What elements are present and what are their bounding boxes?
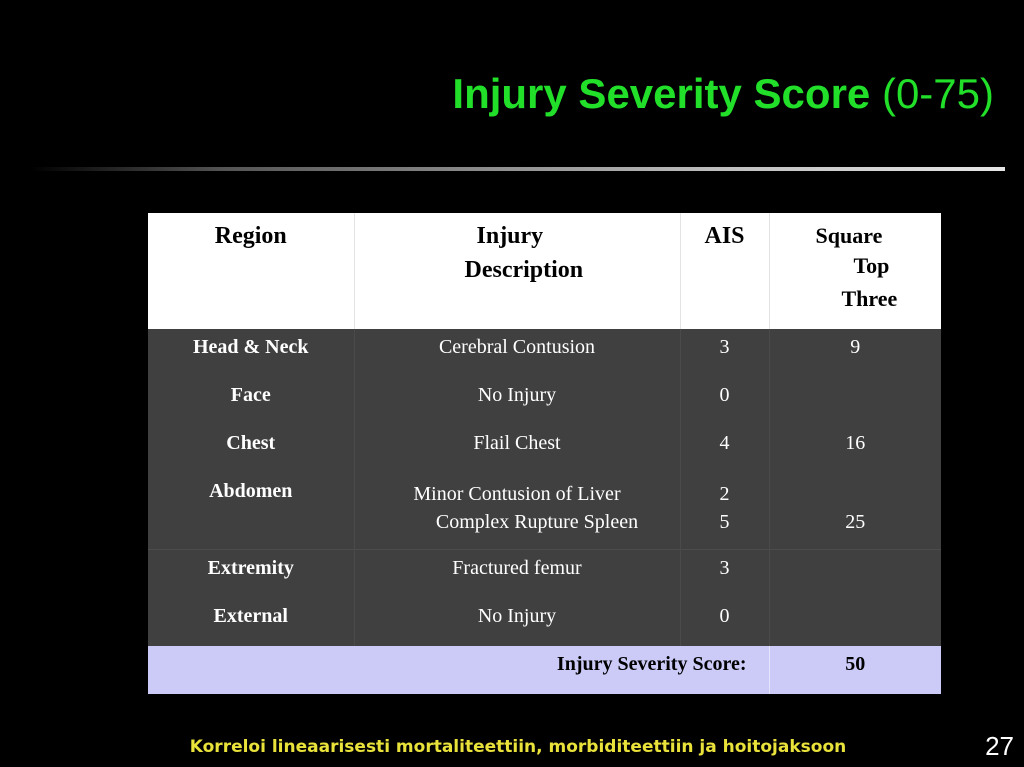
cell-square bbox=[769, 550, 941, 599]
description-line2: Complex Rupture Spleen bbox=[435, 511, 639, 533]
total-row bbox=[148, 646, 941, 694]
header-injury-line1: Injury bbox=[476, 223, 544, 249]
ais-line1: 2 bbox=[719, 483, 730, 505]
header-square-top-three bbox=[769, 213, 941, 329]
title-main: Injury Severity Score bbox=[452, 70, 871, 117]
square-line1 bbox=[770, 480, 942, 508]
table-row bbox=[148, 329, 941, 377]
table-header-row bbox=[148, 213, 941, 329]
ais-line2: 5 bbox=[719, 511, 730, 533]
cell-region: External bbox=[148, 598, 354, 646]
cell-region: Face bbox=[148, 377, 354, 425]
cell-ais: 0 bbox=[680, 598, 769, 646]
table-row bbox=[148, 425, 941, 473]
cell-region: Abdomen bbox=[148, 473, 354, 550]
slide-title bbox=[0, 66, 994, 122]
iss-table bbox=[148, 213, 941, 694]
header-injury-description bbox=[354, 213, 680, 329]
cell-square bbox=[769, 598, 941, 646]
cell-square: 9 bbox=[769, 329, 941, 377]
cell-description: Flail Chest bbox=[354, 425, 680, 473]
square-line2: 25 bbox=[845, 511, 866, 533]
cell-description: Fractured femur bbox=[354, 550, 680, 599]
header-ais: AIS bbox=[680, 213, 769, 329]
title-range: (0-75) bbox=[881, 70, 994, 117]
cell-square bbox=[769, 377, 941, 425]
total-label: Injury Severity Score: bbox=[148, 646, 769, 694]
table-row bbox=[148, 377, 941, 425]
cell-ais: 3 bbox=[680, 329, 769, 377]
header-square-line1: Square bbox=[815, 223, 883, 248]
cell-region: Chest bbox=[148, 425, 354, 473]
cell-ais: 4 bbox=[680, 425, 769, 473]
cell-ais bbox=[680, 473, 769, 550]
header-square-line2: Top bbox=[853, 253, 890, 278]
page-number: 27 bbox=[985, 731, 1014, 761]
cell-description: No Injury bbox=[354, 598, 680, 646]
description-line1: Minor Contusion of Liver bbox=[413, 483, 621, 505]
header-region: Region bbox=[148, 213, 354, 329]
footer-note: Korreloi lineaarisesti mortaliteettiin, morbiditeettiin ja hoitojaksoon bbox=[189, 737, 847, 757]
table-row bbox=[148, 550, 941, 599]
cell-region: Extremity bbox=[148, 550, 354, 599]
table-row bbox=[148, 473, 941, 550]
cell-region: Head & Neck bbox=[148, 329, 354, 377]
cell-ais: 0 bbox=[680, 377, 769, 425]
header-square-line3: Three bbox=[841, 286, 898, 311]
title-divider bbox=[30, 167, 1005, 171]
total-value: 50 bbox=[769, 646, 941, 694]
table-row bbox=[148, 598, 941, 646]
cell-description: No Injury bbox=[354, 377, 680, 425]
header-injury-line2: Description bbox=[464, 257, 584, 283]
cell-description: Cerebral Contusion bbox=[354, 329, 680, 377]
cell-ais: 3 bbox=[680, 550, 769, 599]
cell-square bbox=[769, 473, 941, 550]
cell-square: 16 bbox=[769, 425, 941, 473]
cell-description bbox=[354, 473, 680, 550]
